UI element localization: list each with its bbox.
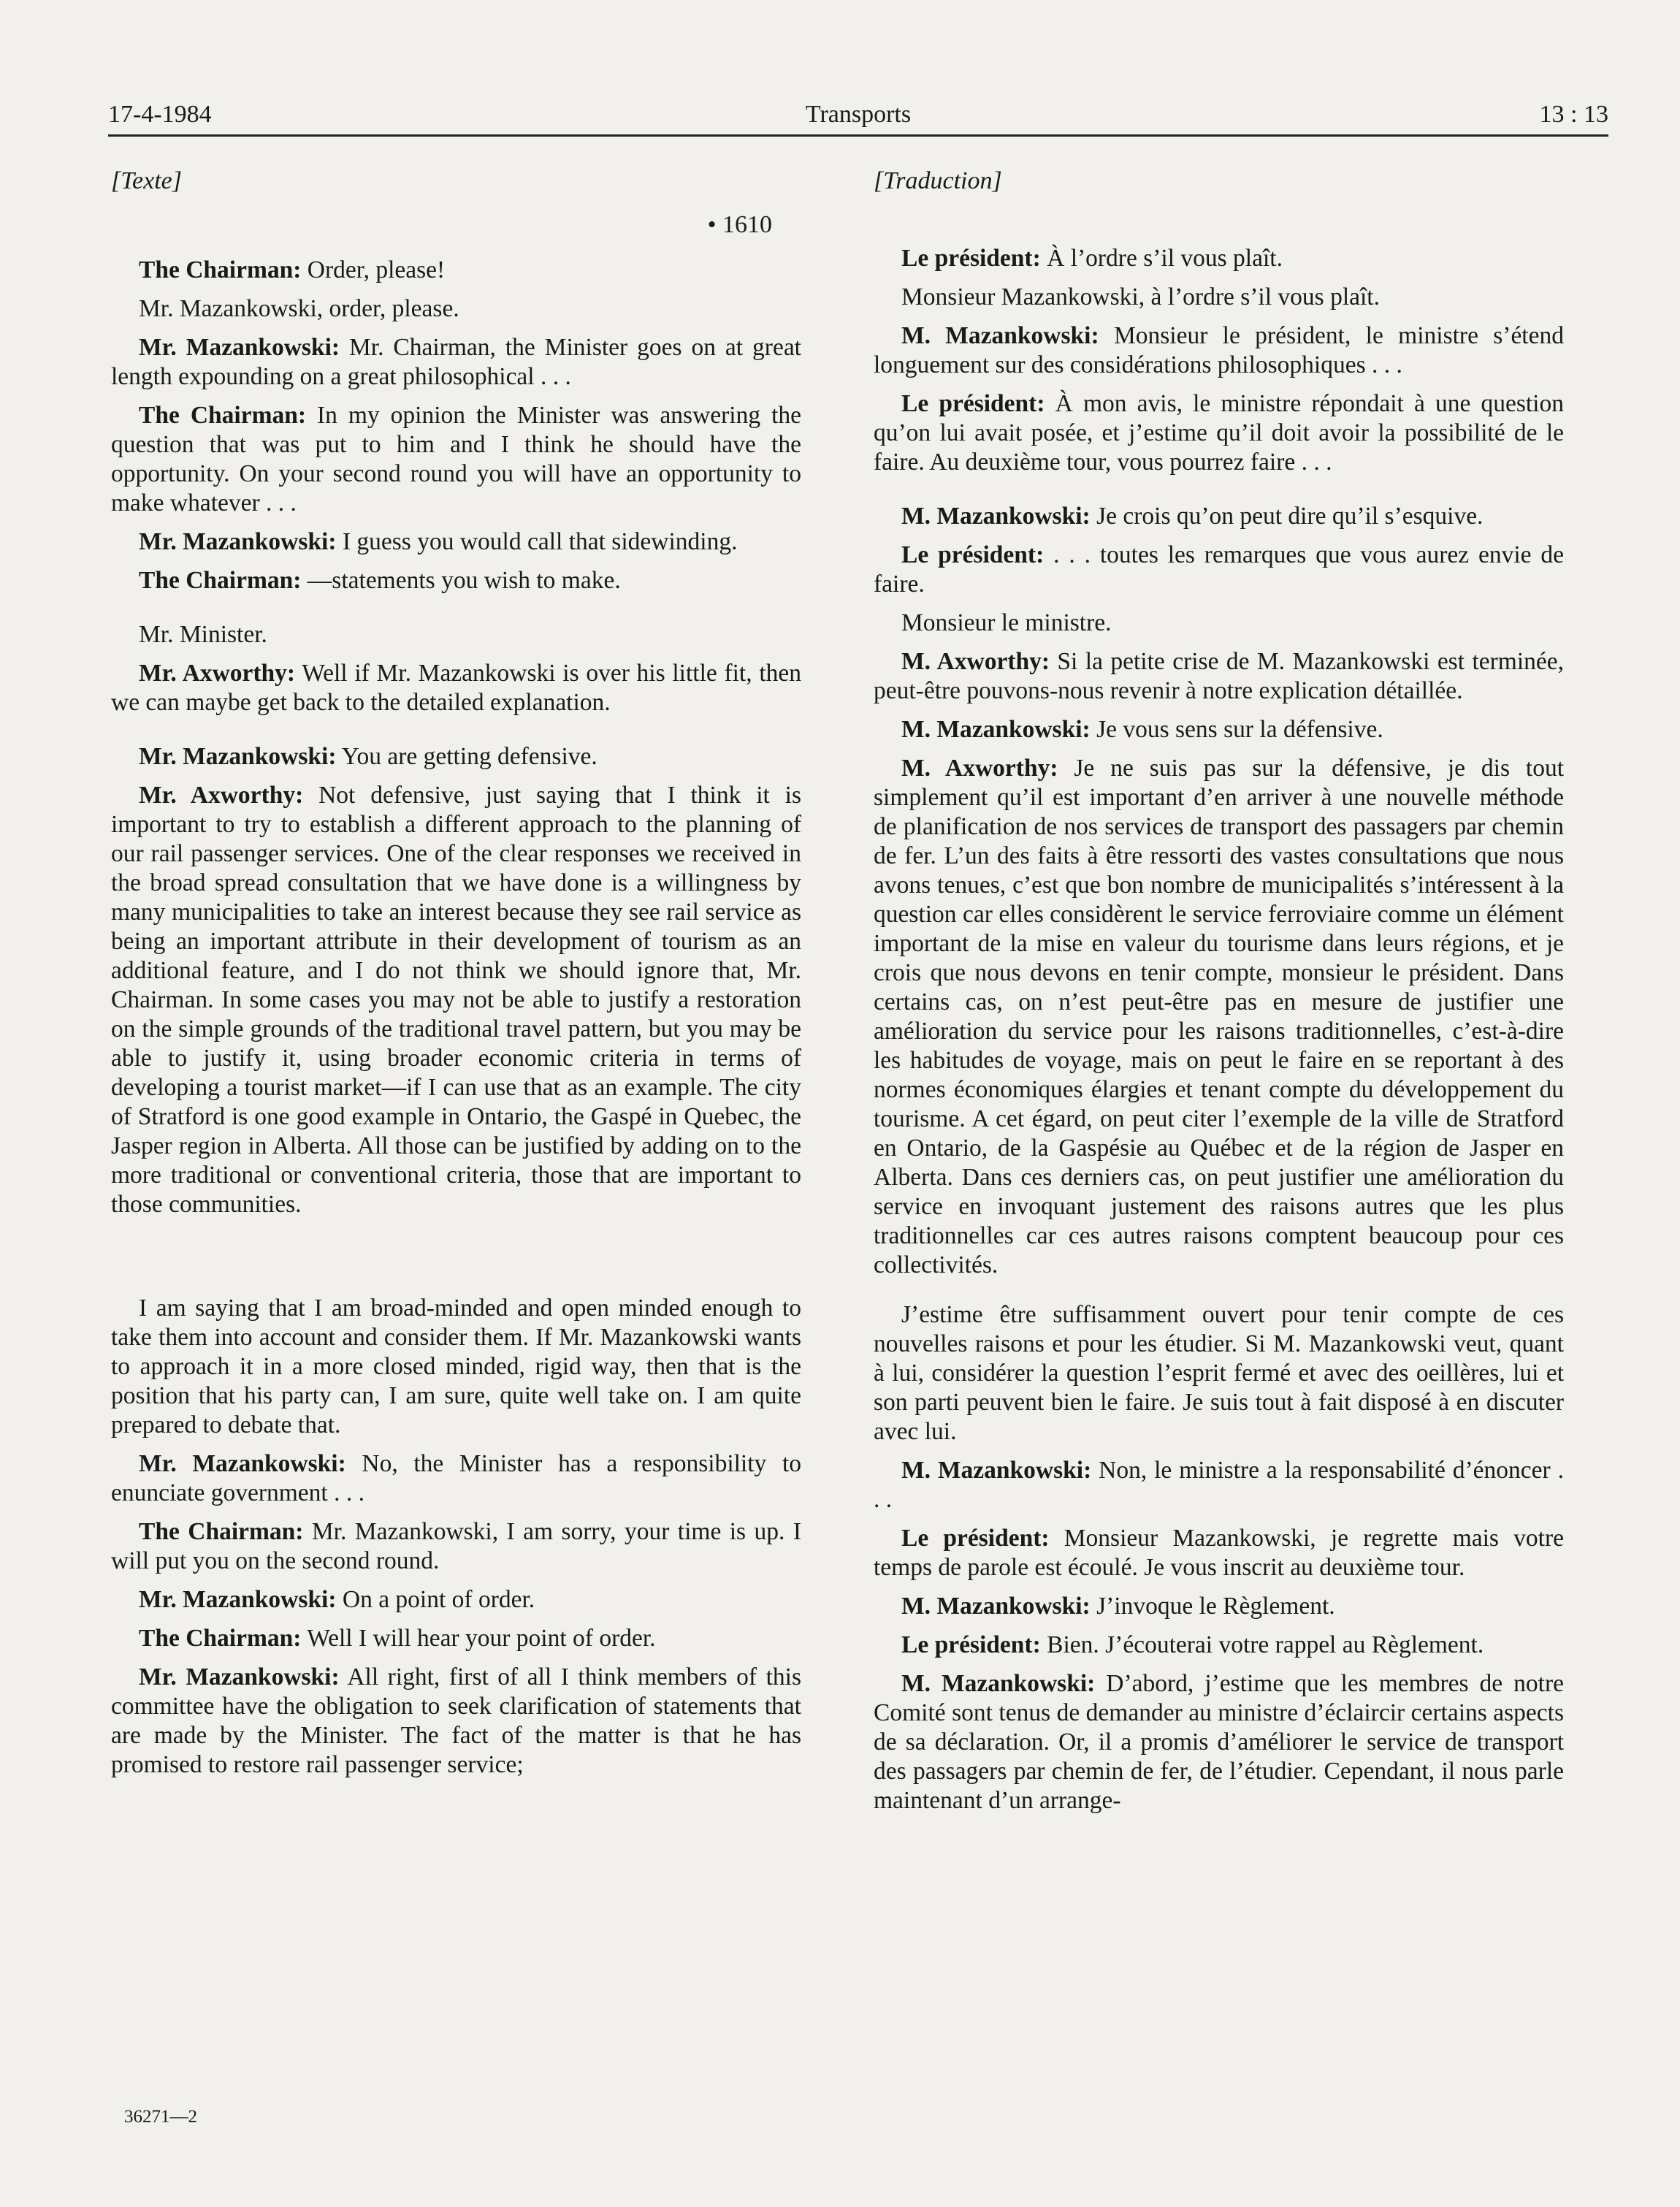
speaker-name: M. Mazankowski: xyxy=(901,1593,1091,1620)
speech-text: Mr. Mazankowski, order, please. xyxy=(139,295,459,322)
speech-text: Not defensive, just saying that I think it is important to try to establish a different approach to the planning of our rail passenger services. One of the clear responses we received in the broad spread consultation that we have done is a willingness by many municipalities to take an interest because they see rail service as being an important attribute in their development of tourism as an additional feature, and I do not think we should ignore that, Mr. Chairman. In some cases you may not be able to justify a restoration on the simple grounds of the traditional travel pattern, but you may be able to justify it, using broader economic criteria in terms of developing a tourist market—if I can use that as an example. The city of Stratford is one good example in Ontario, the Gaspé in Quebec, the Jasper region in Alberta. All those can be justified by adding on to the more traditional or conventional criteria, those that are important to those communities. xyxy=(111,782,802,1218)
speaker-name: M. Axworthy: xyxy=(901,648,1050,675)
column-heading-traduction: [Traduction] xyxy=(874,167,1002,194)
speaker-name: M. Mazankowski: xyxy=(901,1457,1092,1484)
speech-text: Mr. Minister. xyxy=(139,621,267,648)
speech-text: —statements you wish to make. xyxy=(301,567,621,594)
transcript-paragraph xyxy=(111,1663,801,1780)
transcript-paragraph xyxy=(874,541,1564,599)
transcript-paragraph xyxy=(111,1585,801,1615)
speech-text: Je vous sens sur la défensive. xyxy=(1090,716,1383,743)
transcript-paragraph xyxy=(111,527,801,557)
french-paragraphs xyxy=(874,244,1564,1815)
speaker-name: Mr. Mazankowski: xyxy=(139,334,340,361)
speech-text: Well if Mr. Mazankowski is over his little fit, then we can maybe get back to the detailed explanation. xyxy=(111,660,801,716)
speaker-name: Le président: xyxy=(901,390,1045,417)
transcript-paragraph xyxy=(111,1624,801,1653)
speaker-name: M. Axworthy: xyxy=(901,755,1058,782)
transcript-paragraph xyxy=(874,647,1564,706)
time-marker: • 1610 xyxy=(707,211,772,238)
page-header xyxy=(108,101,1608,134)
speaker-name: Le président: xyxy=(901,541,1045,568)
speech-text: J’estime être suffisamment ouvert pour tenir compte de ces nouvelles raisons et pour les étudier. Si M. Mazankowski veut, quant à lui, considérer la question l’esprit fermé et avec des oeillères, lui et son parti peuvent bien le faire. Je suis tout à fait disposé à en discuter avec lui. xyxy=(874,1301,1564,1445)
transcript-paragraph xyxy=(874,1669,1564,1815)
speech-text: Non, le ministre a la responsabilité d’énoncer . . . xyxy=(874,1457,1564,1513)
speech-text: Bien. J’écouterai votre rappel au Règlement. xyxy=(1040,1631,1484,1658)
transcript-paragraph xyxy=(874,321,1564,380)
transcript-paragraph xyxy=(874,1524,1564,1582)
speaker-name: M. Mazankowski: xyxy=(901,716,1091,743)
transcript-paragraph xyxy=(874,754,1564,1280)
marker-spacer xyxy=(874,210,1564,244)
speaker-name: Mr. Mazankowski: xyxy=(139,1450,346,1477)
speaker-name: M. Mazankowski: xyxy=(901,503,1091,530)
transcript-paragraph xyxy=(874,1456,1564,1514)
speech-text: Mr. Chairman, the Minister goes on at great length expounding on a great philosophical . . . xyxy=(111,334,801,390)
speech-text: À mon avis, le ministre répondait à une question qu’on lui avait posée, et j’estime qu’il doit avoir la possibilité de le faire. Au deuxième tour, vous pourrez faire . . . xyxy=(874,390,1564,476)
speaker-name: Le président: xyxy=(901,1525,1050,1552)
transcript-paragraph xyxy=(111,659,801,717)
speech-text: On a point of order. xyxy=(336,1586,535,1613)
speech-text: I am saying that I am broad-minded and open minded enough to take them into account and consider them. If Mr. Mazankowski wants to approach it in a more closed minded, rigid way, then that is the position that his party can, I am sure, quite well take on. I am quite prepared to debate that. xyxy=(111,1295,801,1438)
speaker-name: The Chairman: xyxy=(139,256,302,283)
speaker-name: Mr. Mazankowski: xyxy=(139,743,337,770)
speech-text: Je crois qu’on peut dire qu’il s’esquive. xyxy=(1090,503,1484,530)
speaker-name: Le président: xyxy=(901,1631,1041,1658)
speech-text: Monsieur le président, le ministre s’étend longuement sur des considérations philosophiques . . . xyxy=(874,322,1564,378)
transcript-paragraph xyxy=(874,1592,1564,1621)
speaker-name: The Chairman: xyxy=(139,402,307,429)
transcript-paragraph xyxy=(874,502,1564,531)
header-title: Transports xyxy=(805,101,912,128)
transcript-paragraph xyxy=(111,1517,801,1576)
transcript-paragraph xyxy=(111,742,801,771)
speech-text: Order, please! xyxy=(301,256,446,283)
speech-text: À l’ordre s’il vous plaît. xyxy=(1040,245,1283,272)
header-rule xyxy=(108,134,1608,137)
transcript-paragraph xyxy=(111,566,801,595)
speaker-name: Le président: xyxy=(901,245,1041,272)
transcript-paragraph xyxy=(874,1300,1564,1446)
transcript-paragraph xyxy=(874,389,1564,477)
speech-text: Monsieur Mazankowski, je regrette mais votre temps de parole est écoulé. Je vous inscrit au deuxième tour. xyxy=(874,1525,1564,1581)
transcript-paragraph xyxy=(111,620,801,649)
transcript-paragraph xyxy=(874,715,1564,744)
transcript-paragraph xyxy=(874,283,1564,312)
speech-text: Je ne suis pas sur la défensive, je dis tout simplement qu’il est important d’en arriver à une nouvelle méthode de planification de nos services de transport des passagers par chemin de fer. L’un des faits à être ressorti des vastes consultations que nous avons tenues, c’est que bon nombre de municipalités s’intéressent à la question car elles considèrent le service ferroviaire comme un élément important de la mise en valeur du tourisme dans leurs régions, et je crois que nous devons en tenir compte, monsieur le président. Dans certains cas, on n’est peut-être pas en mesure de justifier une amélioration du service pour les raisons traditionnelles, c’est-à-dire les habitudes de voyage, mais on peut le faire en se reportant à des normes économiques élargies et tenant compte du développement du tourisme. A cet égard, on peut citer l’exemple de la ville de Stratford en Ontario, de la Gaspésie au Québec et de la région de Jasper en Alberta. Dans ces derniers cas, on peut justifier une amélioration du service en invoquant justement des raisons autres que les plus traditionnelles car ces autres raisons comptent beaucoup pour ces collectivités. xyxy=(874,755,1564,1278)
transcript-paragraph xyxy=(874,244,1564,273)
transcript-paragraph xyxy=(111,1449,801,1508)
speech-text: You are getting defensive. xyxy=(336,743,597,770)
speaker-name: Mr. Mazankowski: xyxy=(139,1663,340,1690)
transcript-paragraph xyxy=(111,294,801,324)
page-number: 13 : 13 xyxy=(1539,101,1608,128)
speech-text: D’abord, j’estime que les membres de notre Comité sont tenus de demander au ministre d’éclaircir certains aspects de sa déclaration. Or, il a promis d’améliorer le service de transport des passagers par chemin de fer, de l’étudier. Cependant, il nous parle maintenant d’un arrange- xyxy=(874,1670,1564,1814)
french-column xyxy=(874,167,1564,1825)
transcript-paragraph xyxy=(874,1631,1564,1660)
transcript-paragraph xyxy=(111,401,801,518)
column-heading-texte: [Texte] xyxy=(111,167,182,194)
speaker-name: The Chairman: xyxy=(139,567,302,594)
transcript-paragraph xyxy=(111,333,801,392)
speech-text: No, the Minister has a responsibility to enunciate government . . . xyxy=(111,1450,801,1506)
speech-text: Well I will hear your point of order. xyxy=(301,1625,656,1652)
header-date: 17-4-1984 xyxy=(108,101,212,128)
transcript-paragraph xyxy=(874,609,1564,638)
speech-text: . . . toutes les remarques que vous aurez envie de faire. xyxy=(874,541,1564,598)
speech-text: In my opinion the Minister was answering the question that was put to him and I think he should have the opportunity. On your second round you will have an opportunity to make whatever . . . xyxy=(111,402,801,517)
speaker-name: Mr. Mazankowski: xyxy=(139,528,337,555)
speaker-name: M. Mazankowski: xyxy=(901,1670,1096,1697)
speech-text: All right, first of all I think members of this committee have the obligation to seek clarification of statements that are made by the Minister. The fact of the matter is that he has promised to restore rail passenger service; xyxy=(111,1663,801,1778)
speech-text: I guess you would call that sidewinding. xyxy=(336,528,738,555)
speaker-name: Mr. Axworthy: xyxy=(139,660,296,687)
transcript-paragraph xyxy=(111,256,801,285)
english-paragraphs xyxy=(111,256,801,1780)
speaker-name: The Chairman: xyxy=(139,1518,304,1545)
speech-text: Si la petite crise de M. Mazankowski est terminée, peut-être pouvons-nous revenir à notre explication détaillée. xyxy=(874,648,1565,704)
speech-text: Monsieur le ministre. xyxy=(901,609,1112,636)
footer-code: 36271—2 xyxy=(124,2107,197,2127)
speech-text: J’invoque le Règlement. xyxy=(1090,1593,1335,1620)
speaker-name: Mr. Axworthy: xyxy=(139,782,304,809)
speech-text: Mr. Mazankowski, I am sorry, your time is up. I will put you on the second round. xyxy=(111,1518,801,1574)
speaker-name: M. Mazankowski: xyxy=(901,322,1099,349)
transcript-paragraph xyxy=(111,1294,801,1440)
english-column xyxy=(111,167,801,1789)
speaker-name: The Chairman: xyxy=(139,1625,302,1652)
transcript-paragraph xyxy=(111,781,801,1219)
speaker-name: Mr. Mazankowski: xyxy=(139,1586,337,1613)
speech-text: Monsieur Mazankowski, à l’ordre s’il vous plaît. xyxy=(901,283,1380,310)
